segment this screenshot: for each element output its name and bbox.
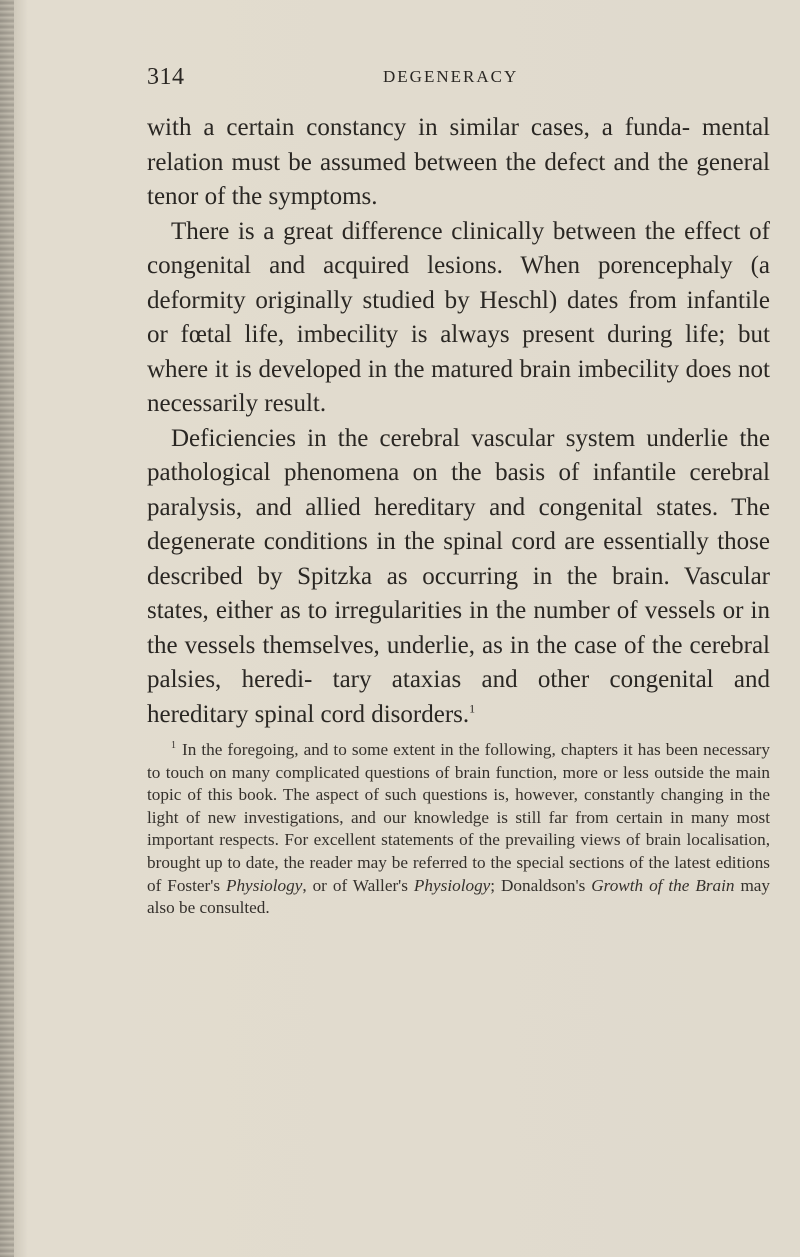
paragraph-continuation <box>147 111 770 215</box>
paragraph-vascular <box>147 422 770 733</box>
page-number: 314 <box>147 64 185 90</box>
footnote-text-3: ; Donaldson's <box>490 875 586 895</box>
running-head <box>147 64 767 94</box>
paragraph-2-text: There is a great difference clinically between the effect of congenital and acquired lesions. When porencephaly (a deformity originally studied by Heschl) dates from infantile or fœtal life, imbecility is always present during life; but where it is developed in the matured brain imbecility does not necessarily result. <box>147 217 770 417</box>
paragraph-3-text: Deficiencies in the cerebral vascular system underlie the pathological phenomena on the basis of infantile cerebral paralysis, and allied hereditary and congenital states. The degenerate conditions in the spinal cord are essentially those described by Spitzka as occurring in the brain. Vascular states, either as to irregularities in the number of vessels or in the vessels themselves, underlie, as in the case of the cerebral palsies, heredi- tary ataxias and other congenital and hereditary spinal cord disorders. <box>147 424 770 728</box>
footnote-marker: 1 <box>171 740 176 752</box>
footnote-title-waller-physiology: Physiology <box>413 875 491 895</box>
footnote-text-1: In the foregoing, and to some extent in the following, chapters it has been necessary to touch on many complicated questions of brain function, more or less outside the main topic of this book. The aspect of such questions is, however, constantly changing in the light of new investigations, and our knowledge is still far from certain in many most important respects. For excellent statements of the prevailing views of brain localisation, brought up to date, the reader may be referred to the special sections of the latest editions of Foster's <box>147 740 770 895</box>
paragraph-porencephaly <box>147 215 770 422</box>
footnote-text-4: may also be consulted. <box>147 875 771 918</box>
footnote-reference: 1 <box>469 701 476 716</box>
paragraph-1-text: with a certain constancy in similar cases, a funda- mental relation must be assumed between the defect and the general tenor of the symptoms. <box>147 114 770 210</box>
footnote-title-growth-of-brain: Growth of the Brain <box>591 875 735 895</box>
footnote <box>147 739 770 920</box>
body-text <box>147 111 770 732</box>
book-spine-edge <box>0 0 14 1257</box>
running-title: DEGENERACY <box>383 67 519 86</box>
footnote-title-foster-physiology: Physiology <box>225 875 303 895</box>
footnote-text-2: , or of Waller's <box>302 875 408 895</box>
